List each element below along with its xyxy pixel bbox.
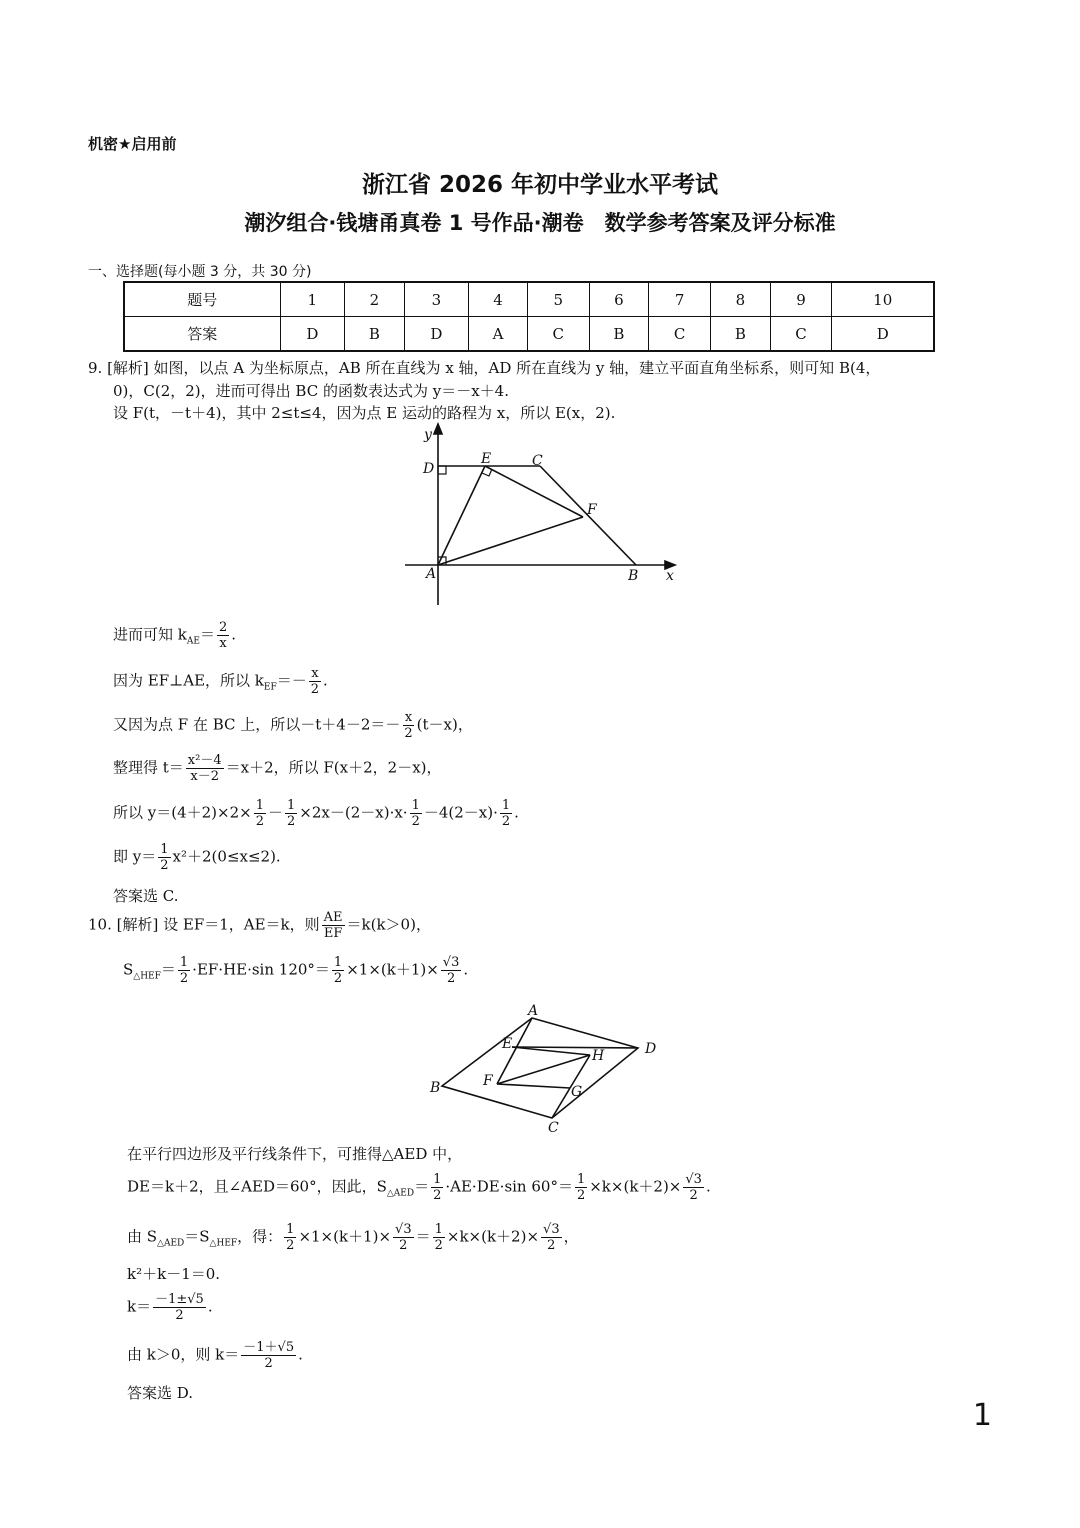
label-c: C (548, 1120, 559, 1135)
question-cell: 2 (345, 282, 405, 317)
segment-gc (552, 1088, 570, 1118)
document-subtitle: 潮汐组合·钱塘甬真卷 1 号作品·潮卷 数学参考答案及评分标准 (244, 211, 836, 235)
q9-step-5: 所以 y＝(4＋2)×2× $\frac{1}{2}$ － $\frac{1}{2}$ ×2x－(2－x)·x· $\frac{1}{2}$ －4(2－x)· $\frac{1}{2}$ . (113, 798, 519, 829)
q10-step-1: $S_{\triangle HEF}=$ $\frac{1}{2}$ ·EF·HE·sin 120°＝ $\frac{1}{2}$ ×1×(k＋1)× $\frac{√3}{2}$ . (123, 955, 469, 986)
label-y: y (424, 427, 432, 443)
row-label: 题号 (124, 282, 280, 317)
segment-af (438, 517, 583, 565)
y-axis-arrow-icon (434, 424, 442, 434)
label-d: D (645, 1041, 657, 1057)
q10-line-1: 10. [解析] 设 EF＝1，AE＝k，则 $\frac{AE}{EF}$ ＝k(k＞0)， (88, 910, 431, 941)
label-e: E (502, 1036, 513, 1052)
label-c: C (532, 453, 543, 469)
q9-step-2: 因为 EF⊥AE，所以 $k_{EF}=-$ $\frac{x}{2}$ . (113, 666, 328, 697)
q9-line-2: 0)，C(2，2)，进而可得出 BC 的函数表达式为 y＝－x＋4. (113, 382, 509, 400)
answer-cell: C (527, 317, 589, 352)
confidential-label: 机密★启用前 (88, 135, 177, 153)
question-cell: 5 (527, 282, 589, 317)
answer-cell: D (404, 317, 469, 352)
table-row-answers (124, 317, 934, 352)
q9-line-3: 设 F(t，－t＋4)，其中 2≤t≤4，因为点 E 运动的路程为 x，所以 E(x，2). (113, 404, 616, 422)
question-cell: 3 (404, 282, 469, 317)
q9-step-3: 又因为点 F 在 BC 上，所以－t＋4－2＝－ $\frac{x}{2}$ (t－x)， (113, 710, 473, 741)
answer-cell: C (649, 317, 711, 352)
label-b: B (628, 568, 639, 584)
q9-answer: 答案选 C. (113, 887, 179, 905)
row-label: 答案 (124, 317, 280, 352)
q9-step-4: 整理得 t＝ $\frac{\text{x²－4}}{x-2}$ ＝x＋2，所以 F(x＋2，2－x)， (113, 753, 442, 784)
question-cell: 6 (589, 282, 649, 317)
q10-answer: 答案选 D. (127, 1384, 194, 1402)
q9-step-1: 进而可知 $k_{AE}=$ $\frac{2}{x}$ . (113, 620, 237, 651)
q10-step-2: 在平行四边形及平行线条件下，可推得△AED 中， (127, 1145, 463, 1163)
question-cell: 10 (832, 282, 934, 317)
page-number: 1 (972, 1398, 992, 1433)
question-cell: 8 (711, 282, 771, 317)
q9-figure (400, 420, 690, 610)
segment-ef (485, 466, 583, 517)
q9-step-6: 即 y＝ $\frac{1}{2}$ x²＋2(0≤x≤2). (113, 842, 281, 873)
label-a: A (426, 566, 437, 582)
answer-cell: D (280, 317, 345, 352)
segment-ed (512, 1047, 638, 1048)
q10-step-6: k＝ $\frac{-1\pm√5}{2}$ . (127, 1292, 213, 1323)
segment-fg (497, 1084, 570, 1088)
label-b: B (430, 1080, 441, 1096)
label-g: G (571, 1084, 583, 1100)
answer-table (123, 281, 935, 352)
q9-line-1: 9. [解析] 如图，以点 A 为坐标原点，AB 所在直线为 x 轴，AD 所在直线为 y 轴，建立平面直角坐标系，则可知 B(4， (88, 359, 881, 377)
label-f: F (587, 502, 597, 518)
question-cell: 7 (649, 282, 711, 317)
answer-cell: B (589, 317, 649, 352)
label-d: D (423, 461, 435, 477)
question-cell: 1 (280, 282, 345, 317)
answer-cell: A (469, 317, 528, 352)
right-angle-mark-d (438, 466, 446, 474)
question-cell: 9 (770, 282, 832, 317)
document-title: 浙江省 2026 年初中学业水平考试 (361, 172, 719, 198)
parallelogram-abcd (442, 1018, 638, 1118)
q10-figure (420, 1000, 670, 1135)
label-a: A (528, 1003, 539, 1019)
table-row-questions (124, 282, 934, 317)
label-f: F (483, 1073, 493, 1089)
q10-step-4: 由 $S_{\triangle AED}=S_{\triangle HEF}$，得： $\frac{1}{2}$ ×1×(k＋1)× $\frac{√3}{2}$ ＝ $\frac{1}{2}$ ×k×(k＋2)× $\frac{√3}{2}$ ， (127, 1222, 579, 1253)
answer-cell: B (345, 317, 405, 352)
q10-step-7: 由 k＞0，则 k＝ $\frac{-1+√5}{2}$ . (127, 1340, 303, 1371)
label-e: E (481, 451, 492, 467)
section-heading: 一、选择题(每小题 3 分，共 30 分) (88, 264, 312, 280)
segment-ae (438, 466, 485, 565)
label-x: x (666, 568, 674, 584)
q10-step-3: DE＝k＋2，且∠AED＝60°，因此，$S_{\triangle AED}=$ $\frac{1}{2}$ ·AE·DE·sin 60°＝ $\frac{1}{2}$ ×k×(k＋2)× $\frac{√3}{2}$ . (127, 1172, 711, 1203)
answer-cell: D (832, 317, 934, 352)
question-cell: 4 (469, 282, 528, 317)
answer-cell: C (770, 317, 832, 352)
answer-cell: B (711, 317, 771, 352)
label-h: H (592, 1048, 605, 1064)
q10-step-5: k²＋k－1＝0. (127, 1265, 221, 1283)
